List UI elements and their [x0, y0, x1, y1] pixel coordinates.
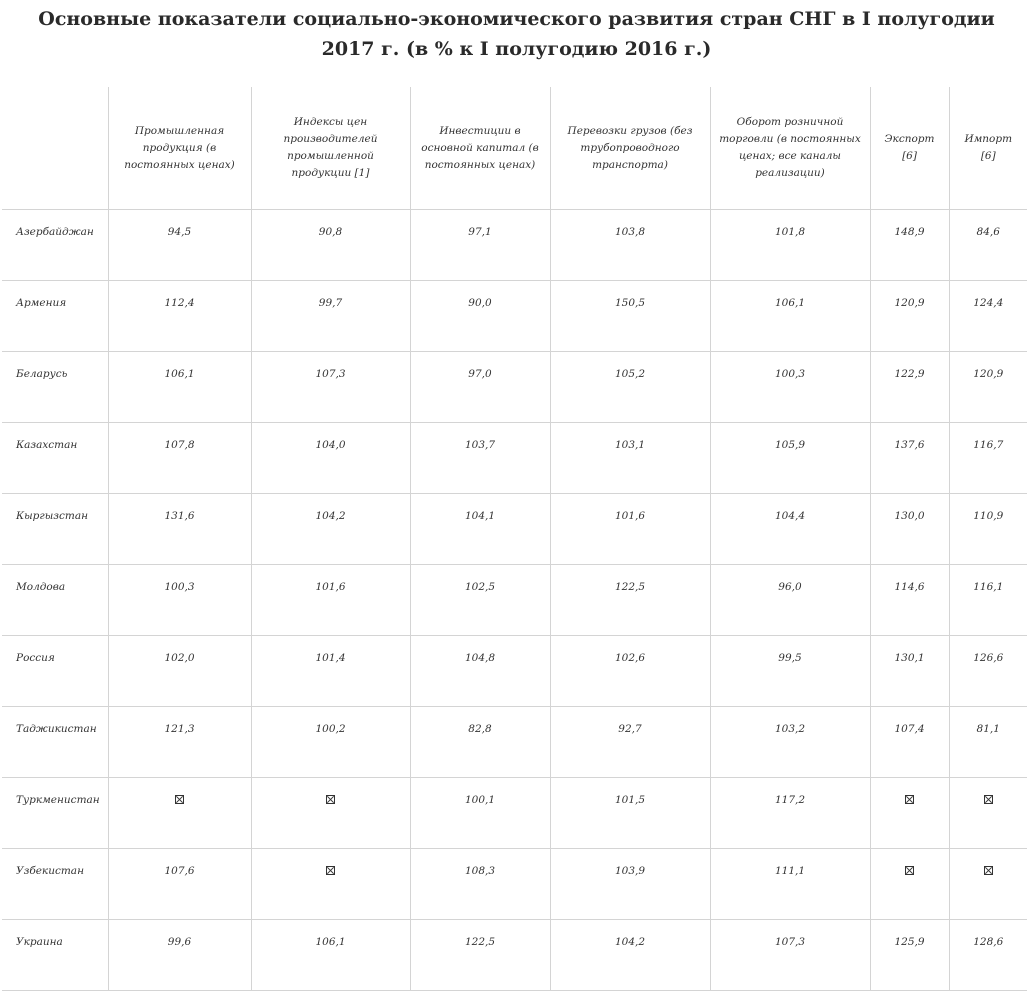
value-cell: 121,3 [108, 707, 251, 778]
country-cell: Казахстан [2, 423, 108, 494]
crossed-box-icon [984, 866, 993, 875]
value-cell: 104,1 [410, 494, 550, 565]
value-cell: 97,1 [410, 210, 550, 281]
value-cell: 102,0 [108, 636, 251, 707]
country-cell: Украина [2, 920, 108, 991]
value-cell: 99,6 [108, 920, 251, 991]
column-header-country [2, 87, 108, 210]
value-cell: 102,6 [550, 636, 710, 707]
column-header-industrial-output: Промышленная продукция (в постоянных ценах) [108, 87, 251, 210]
country-cell: Армения [2, 281, 108, 352]
value-cell: 103,9 [550, 849, 710, 920]
column-header-retail: Оборот розничной торговли (в постоянных ценах; все каналы реализации) [710, 87, 870, 210]
country-cell: Азербайджан [2, 210, 108, 281]
value-cell-na [949, 849, 1027, 920]
value-cell: 117,2 [710, 778, 870, 849]
table-row [2, 352, 1027, 423]
value-cell: 104,0 [251, 423, 410, 494]
value-cell: 126,6 [949, 636, 1027, 707]
value-cell: 107,4 [870, 707, 949, 778]
value-cell: 130,1 [870, 636, 949, 707]
value-cell: 100,3 [108, 565, 251, 636]
crossed-box-icon [905, 866, 914, 875]
value-cell: 104,2 [251, 494, 410, 565]
value-cell: 124,4 [949, 281, 1027, 352]
value-cell-na [251, 778, 410, 849]
country-cell: Россия [2, 636, 108, 707]
value-cell: 81,1 [949, 707, 1027, 778]
crossed-box-icon [984, 795, 993, 804]
value-cell: 122,5 [410, 920, 550, 991]
table-body [2, 210, 1027, 991]
country-cell: Туркменистан [2, 778, 108, 849]
value-cell: 116,1 [949, 565, 1027, 636]
value-cell: 106,1 [710, 281, 870, 352]
value-cell: 116,7 [949, 423, 1027, 494]
value-cell: 130,0 [870, 494, 949, 565]
value-cell: 111,1 [710, 849, 870, 920]
value-cell: 101,4 [251, 636, 410, 707]
value-cell: 137,6 [870, 423, 949, 494]
table-header-row [2, 87, 1027, 210]
value-cell: 122,9 [870, 352, 949, 423]
value-cell: 94,5 [108, 210, 251, 281]
value-cell: 103,1 [550, 423, 710, 494]
value-cell: 131,6 [108, 494, 251, 565]
column-header-freight: Перевозки грузов (без трубопроводного транспорта) [550, 87, 710, 210]
value-cell: 112,4 [108, 281, 251, 352]
value-cell: 101,5 [550, 778, 710, 849]
column-header-investment: Инвестиции в основной капитал (в постоянных ценах) [410, 87, 550, 210]
value-cell: 107,3 [251, 352, 410, 423]
value-cell: 107,6 [108, 849, 251, 920]
column-header-producer-prices: Индексы цен производителей промышленной продукции [1] [251, 87, 410, 210]
country-cell: Таджикистан [2, 707, 108, 778]
value-cell: 107,3 [710, 920, 870, 991]
value-cell: 103,8 [550, 210, 710, 281]
value-cell-na [870, 849, 949, 920]
table-row [2, 494, 1027, 565]
page-title [0, 4, 1033, 64]
table-row [2, 565, 1027, 636]
table-row [2, 778, 1027, 849]
value-cell-na [251, 849, 410, 920]
value-cell: 104,8 [410, 636, 550, 707]
value-cell: 101,6 [550, 494, 710, 565]
value-cell: 92,7 [550, 707, 710, 778]
value-cell: 106,1 [108, 352, 251, 423]
value-cell: 101,8 [710, 210, 870, 281]
value-cell: 90,8 [251, 210, 410, 281]
value-cell: 108,3 [410, 849, 550, 920]
value-cell: 82,8 [410, 707, 550, 778]
title-line-1: Основные показатели социально-экономического развития стран СНГ в I полугодии [38, 8, 995, 30]
value-cell: 102,5 [410, 565, 550, 636]
crossed-box-icon [326, 795, 335, 804]
value-cell: 99,5 [710, 636, 870, 707]
value-cell: 100,2 [251, 707, 410, 778]
value-cell: 96,0 [710, 565, 870, 636]
value-cell: 150,5 [550, 281, 710, 352]
value-cell-na [870, 778, 949, 849]
value-cell: 104,4 [710, 494, 870, 565]
value-cell: 90,0 [410, 281, 550, 352]
crossed-box-icon [175, 795, 184, 804]
value-cell: 110,9 [949, 494, 1027, 565]
table-row [2, 281, 1027, 352]
value-cell: 120,9 [870, 281, 949, 352]
value-cell: 84,6 [949, 210, 1027, 281]
value-cell: 128,6 [949, 920, 1027, 991]
column-header-export: Экспорт [6] [870, 87, 949, 210]
value-cell: 103,7 [410, 423, 550, 494]
country-cell: Беларусь [2, 352, 108, 423]
value-cell: 148,9 [870, 210, 949, 281]
value-cell: 105,2 [550, 352, 710, 423]
table-row [2, 849, 1027, 920]
country-cell: Молдова [2, 565, 108, 636]
value-cell: 100,3 [710, 352, 870, 423]
country-cell: Кыргызстан [2, 494, 108, 565]
table-row [2, 210, 1027, 281]
value-cell: 114,6 [870, 565, 949, 636]
value-cell: 122,5 [550, 565, 710, 636]
value-cell: 106,1 [251, 920, 410, 991]
value-cell: 99,7 [251, 281, 410, 352]
crossed-box-icon [326, 866, 335, 875]
value-cell: 103,2 [710, 707, 870, 778]
table-row [2, 707, 1027, 778]
table-row [2, 423, 1027, 494]
value-cell-na [949, 778, 1027, 849]
title-line-2: 2017 г. (в % к I полугодию 2016 г.) [321, 38, 712, 60]
value-cell: 107,8 [108, 423, 251, 494]
value-cell: 105,9 [710, 423, 870, 494]
value-cell: 125,9 [870, 920, 949, 991]
value-cell-na [108, 778, 251, 849]
value-cell: 97,0 [410, 352, 550, 423]
value-cell: 101,6 [251, 565, 410, 636]
column-header-import: Импорт [6] [949, 87, 1027, 210]
table-row [2, 920, 1027, 991]
indicators-table [2, 87, 1027, 991]
crossed-box-icon [905, 795, 914, 804]
table-row [2, 636, 1027, 707]
value-cell: 100,1 [410, 778, 550, 849]
country-cell: Узбекистан [2, 849, 108, 920]
value-cell: 104,2 [550, 920, 710, 991]
value-cell: 120,9 [949, 352, 1027, 423]
